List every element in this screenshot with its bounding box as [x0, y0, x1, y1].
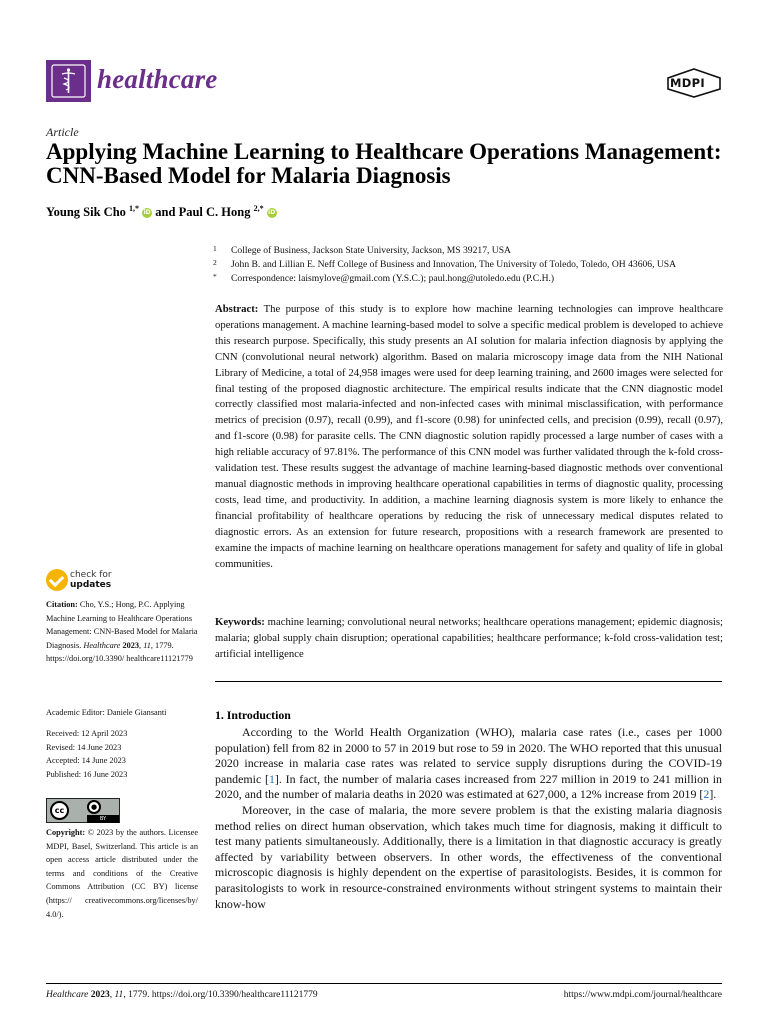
- received-date: Received: 12 April 2023: [46, 729, 128, 738]
- citation-journal: Healthcare: [83, 640, 121, 650]
- abstract-text: The purpose of this study is to explore how machine learning technologies can improve healthcare operations management. A machine learning-based model to solve a specific medical problem is developed to achieve this research purpose. Specifically, this study presents an AI solution for malaria infection diagnosis by applying the CNN (convolutional neural network) algorithm. Based on malaria microscopy image data from the NIH National Library of Medicine, a total of 24,958 images were used for deep learning training, and 2600 images were selected for final testing of the proposed diagnostic architecture. The empirical results indicate that the CNN diagnostic model correctly classified most malaria-infected and non-infected cases with minimal misclassification, with performance metrics of precision (0.97), recall (0.99), and f1-score (0.98) for uninfected cells, and precision (0.99), recall (0.97), and f1-score (0.98) for parasite cells. The CNN diagnostic solution rapidly processed a large number of cases with a high reliable accuracy of 97.81%. The performance of this CNN model was further validated through the k-fold cross-validation test. These results suggest the advantage of machine learning-based diagnostic methods over conventional manual diagnostic methods in improving healthcare operational capabilities in terms of diagnostic quality, processing costs, lead time, and productivity. In addition, a machine learning diagnosis system is more likely to enhance the financial profitability of healthcare operations by reducing the risk of unnecessary medical disputes related to diagnostic errors. As an extension for future research, propositions with a research framework are presented to examine the impacts of machine learning on healthcare operations management for safety and quality of life in global communities.: [215, 303, 723, 570]
- citation-block: Citation: Cho, Y.S.; Hong, P.C. Applying Machine Learning to Healthcare Operations Management: CNN-Based Model for Malaria Diagnosis. Healthcare 2023, 11, 1779. https://doi.org/10.3390/ healthcare11121779: [46, 600, 198, 664]
- affiliation-text: John B. and Lillian E. Neff College of Business and Innovation, The University of Toledo, Toledo, OH 43606, USA: [231, 259, 677, 271]
- medical-caduceus-icon: [46, 60, 91, 102]
- author-name[interactable]: Paul C. Hong: [178, 205, 251, 220]
- journal-logo: [46, 60, 91, 102]
- check-for-label: check for: [70, 570, 112, 580]
- footer-year: 2023: [90, 990, 110, 1000]
- published-date: Published: 16 June 2023: [46, 769, 128, 779]
- abstract-label: Abstract:: [215, 303, 259, 315]
- article-title: Applying Machine Learning to Healthcare Operations Management: CNN-Based Model for Malaria Diagnosis: [46, 139, 722, 188]
- citation-doi-link[interactable]: , 1779. https://doi.org/10.3390/ healthcare11121779: [46, 640, 193, 664]
- academic-editor: Academic Editor: Daniele Giansanti: [46, 708, 167, 717]
- author-name[interactable]: Young Sik Cho: [46, 205, 126, 220]
- article-type: Article: [46, 125, 79, 139]
- author-join: and: [155, 205, 176, 220]
- affiliations: [213, 244, 733, 287]
- check-for-updates-button[interactable]: [46, 569, 136, 593]
- citation-label: Citation:: [46, 600, 78, 609]
- affiliation-mark: *: [213, 272, 217, 282]
- keywords: [215, 615, 723, 663]
- publisher-logo-text[interactable]: MDPI: [670, 76, 705, 90]
- attribution-person-icon: ●: [87, 800, 101, 814]
- journal-name[interactable]: healthcare: [97, 64, 218, 94]
- author-affiliation-mark: 1,*: [129, 204, 140, 213]
- introduction-body: [215, 725, 722, 912]
- copyright-block: [46, 826, 198, 921]
- citation-volume: 11: [143, 640, 151, 650]
- orcid-icon[interactable]: iD: [143, 209, 151, 217]
- cc-by-license-badge[interactable]: [46, 798, 120, 823]
- author-list: [46, 204, 277, 220]
- paragraph-text: ].: [709, 787, 717, 802]
- keywords-text: machine learning; convolutional neural networks; healthcare operations management; epidemic diagnosis; malaria; global supply chain disruption; operational capabilities; healthcare performance; k-fold cross-validation test; artificial intelligence: [215, 616, 723, 660]
- correspondence-item: [213, 272, 733, 286]
- checkmark-icon: [46, 569, 68, 591]
- updates-label: updates: [70, 580, 112, 590]
- footer-journal: Healthcare: [46, 990, 89, 1000]
- copyright-label: Copyright:: [46, 828, 86, 837]
- license-badge-text: BY: [87, 815, 119, 823]
- paragraph: Moreover, in the case of malaria, the more severe problem is that the existing malaria diagnosis method relies on direct human observation, which takes much time for diagnosis, making it difficult to test many patients simultaneously. Additionally, there is a limitation in that diagnostic accuracy is greatly affected by variability between observers. In other words, the effectiveness of the conventional microscopic diagnosis is highly dependent on the expertise of parasitologists. Besides, it is common for parasitologists to work in resource-constrained environments without stringent systems to maintain their know-how: [215, 802, 722, 911]
- section-divider: [215, 681, 722, 682]
- citation-year: 2023: [122, 640, 140, 650]
- reference-link[interactable]: 1: [268, 771, 275, 786]
- affiliation-text: College of Business, Jackson State University, Jackson, MS 39217, USA: [231, 245, 511, 256]
- publication-dates: [46, 727, 198, 781]
- citation-text: Cho, Y.S.; Hong, P.C. Applying Machine Learning to Healthcare Operations Management: CNN-Based Model for Malaria Diagnosis.: [46, 600, 198, 650]
- affiliation-mark: 1: [213, 244, 217, 253]
- affiliation-mark: 2: [213, 258, 217, 268]
- footer-citation: Healthcare 2023, 11, 1779. https://doi.org/10.3390/healthcare11121779: [46, 990, 318, 1000]
- paragraph: [215, 725, 722, 803]
- paragraph-text: According to the World Health Organization (WHO), malaria case rates (i.e., cases per 1000 population) fell from 82 in 2000 to 57 in 2019 but rose to 59 in 2020. The WHO reported that this unusual 2020 increase in malaria case rates was related to service supply disruptions during the COVID-19 pandemic [: [215, 725, 722, 786]
- author-affiliation-mark: 2,*: [253, 204, 264, 213]
- correspondence-text[interactable]: Correspondence: laismylove@gmail.com (Y.S.C.); paul.hong@utoledo.edu (P.C.H.): [231, 273, 555, 285]
- abstract: [215, 302, 723, 572]
- footer-doi-link[interactable]: , 1779. https://doi.org/10.3390/healthcare11121779: [123, 990, 318, 1000]
- accepted-date: Accepted: 14 June 2023: [46, 756, 126, 766]
- copyright-text: © 2023 by the authors. Licensee MDPI, Basel, Switzerland. This article is an open access article distributed under the terms and conditions of the Creative Commons Attribution (CC BY) license (https:// creativecommons.org/licenses/by/ 4.0/).: [46, 828, 199, 919]
- orcid-icon[interactable]: iD: [268, 209, 276, 217]
- footer-divider: [46, 983, 722, 984]
- keywords-label: Keywords:: [215, 616, 265, 628]
- paragraph-text: ]. In fact, the number of malaria cases increased from 227 million in 2019 to 241 million in 2020, and the number of malaria deaths in 2020 was estimated at 627,000, a 12% increase from 2019 [: [215, 771, 722, 802]
- creative-commons-icon: cc: [50, 801, 69, 820]
- footer-journal-url[interactable]: https://www.mdpi.com/journal/healthcare: [563, 990, 722, 1000]
- footer-volume: 11: [114, 990, 124, 1000]
- section-heading: 1. Introduction: [215, 708, 291, 722]
- reference-link[interactable]: 2: [703, 787, 710, 802]
- affiliation-item: [213, 258, 733, 272]
- revised-date: Revised: 14 June 2023: [46, 742, 122, 752]
- affiliation-item: [213, 244, 733, 258]
